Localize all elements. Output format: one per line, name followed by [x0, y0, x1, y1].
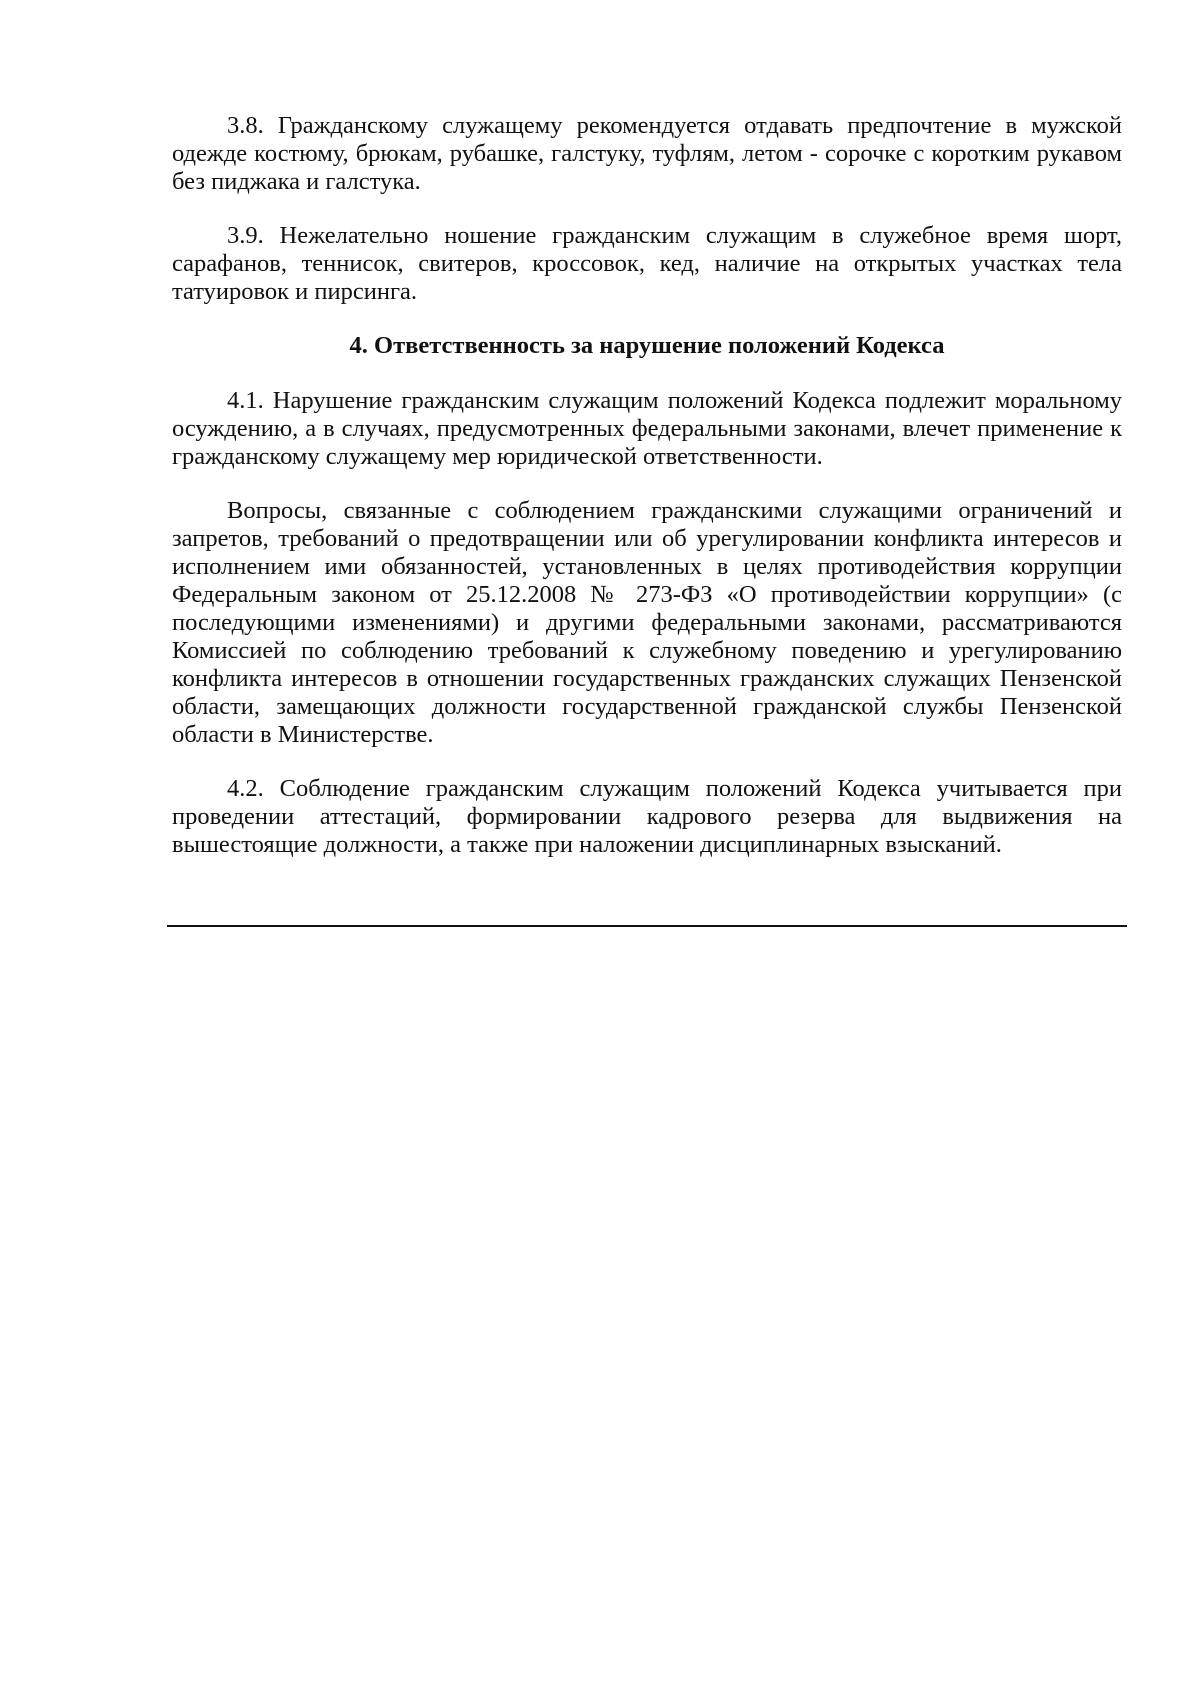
end-of-document-rule: [167, 925, 1127, 927]
paragraph-4-1: 4.1. Нарушение гражданским служащим положений Кодекса подлежит моральному осуждению, а в случаях, предусмотренных федеральными законами, влечет применение к гражданскому служащему мер юридической ответственности.: [172, 387, 1122, 470]
section-heading: 4. Ответственность за нарушение положений Кодекса: [349, 332, 945, 359]
paragraph-4-2: 4.2. Соблюдение гражданским служащим положений Кодекса учитывается при проведении аттестаций, формировании кадрового резерва для выдвижения на вышестоящие должности, а также при наложении дисциплинарных взысканий.: [172, 775, 1122, 858]
paragraph-3-9: 3.9. Нежелательно ношение гражданским служащим в служебное время шорт, сарафанов, теннисок, свитеров, кроссовок, кед, наличие на открытых участках тела татуировок и пирсинга.: [172, 222, 1122, 305]
document-page: [172, 112, 1122, 885]
paragraph-3-8: 3.8. Гражданскому служащему рекомендуется отдавать предпочтение в мужской одежде костюму, брюкам, рубашке, галстуку, туфлям, летом - сорочке с коротким рукавом без пиджака и галстука.: [172, 112, 1122, 195]
paragraph-commission: Вопросы, связанные с соблюдением гражданскими служащими ограничений и запретов, требований о предотвращении или об урегулировании конфликта интересов и исполнением ими обязанностей, установленных в целях противодействия коррупции Федеральным законом от 25.12.2008 № 273-ФЗ «О противодействии коррупции» (с последующими изменениями) и другими федеральными законами, рассматриваются Комиссией по соблюдению требований к служебному поведению и урегулированию конфликта интересов в отношении государственных гражданских служащих Пензенской области, замещающих должности государственной гражданской службы Пензенской области в Министерстве.: [172, 497, 1122, 748]
